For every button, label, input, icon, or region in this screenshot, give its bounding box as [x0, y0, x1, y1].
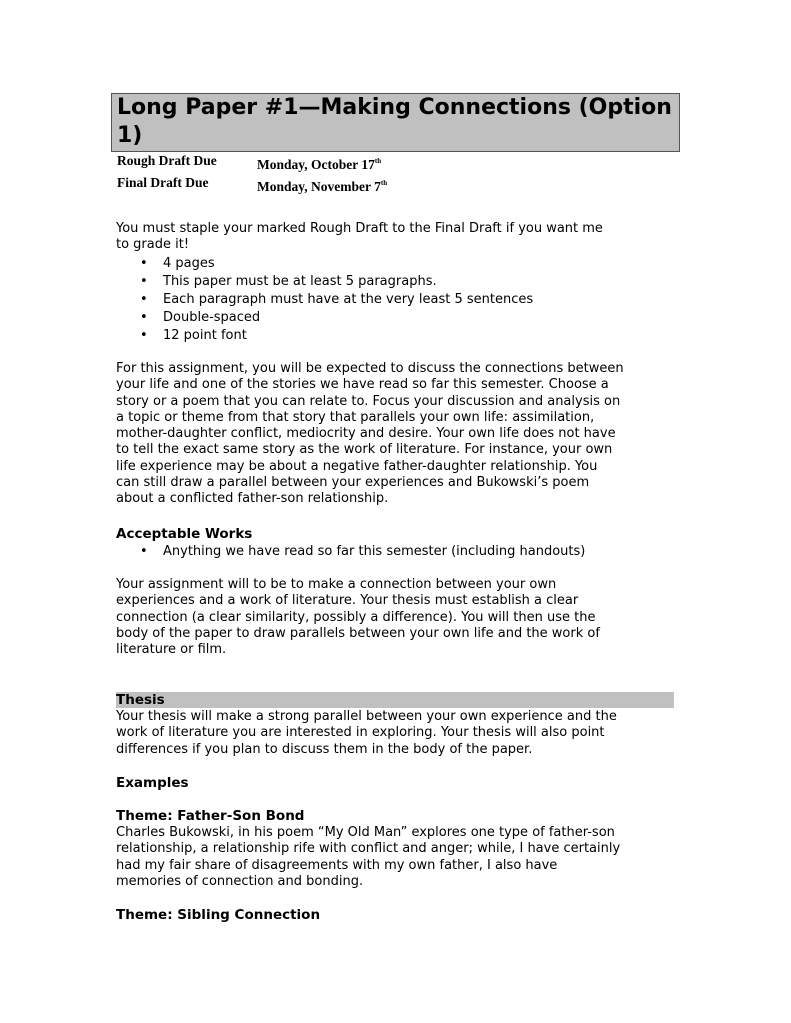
- paragraph-line: life experience may be about a negative father-daughter relationship. You: [116, 458, 598, 474]
- paragraph-line: your life and one of the stories we have read so far this semester. Choose a: [116, 377, 609, 393]
- paragraph-line: story or a poem that you can relate to. Focus your discussion and analysis on: [116, 393, 621, 409]
- theme-father-son-heading: Theme: Father-Son Bond: [116, 808, 305, 824]
- paragraph-line: Charles Bukowski, in his poem “My Old Man” explores one type of father-son: [116, 825, 615, 840]
- paragraph-line: mother-daughter conflict, mediocrity and desire. Your own life does not have: [116, 426, 616, 442]
- paragraph-line: about a conflicted father-son relationship.: [116, 491, 389, 507]
- bullet-icon: •: [140, 274, 148, 289]
- paragraph-line: literature or film.: [116, 642, 227, 658]
- bullet-icon: •: [140, 310, 148, 325]
- final-draft-suffix: th: [380, 179, 388, 187]
- list-item: • Anything we have read so far this semester (including handouts): [140, 544, 586, 559]
- thesis-paragraph: [116, 709, 681, 758]
- list-item: • 12 point font: [140, 328, 247, 343]
- bullet-icon: •: [140, 328, 148, 343]
- paragraph-line: experiences and a work of literature. Your thesis must establish a clear: [116, 593, 579, 609]
- rough-draft-suffix: th: [374, 157, 382, 165]
- final-draft-label: Final Draft Due: [117, 175, 209, 190]
- examples-heading: Examples: [116, 775, 189, 791]
- final-draft-date: Monday, November 7th: [257, 179, 388, 194]
- intro-paragraph: [116, 221, 681, 254]
- paragraph-line: memories of connection and bonding.: [116, 873, 364, 889]
- bullet-icon: •: [140, 544, 148, 559]
- paragraph-line: For this assignment, you will be expected to discuss the connections between: [116, 361, 624, 376]
- acceptable-works-list: [116, 543, 681, 561]
- paragraph-line: work of literature you are interested in exploring. Your thesis will also point: [116, 725, 605, 741]
- acceptable-works-heading: Acceptable Works: [116, 526, 253, 542]
- paragraph-line: to tell the exact same story as the work of literature. For instance, your own: [116, 442, 613, 458]
- paragraph-line: Your assignment will to be to make a connection between your own: [116, 577, 557, 592]
- rough-draft-date: Monday, October 17th: [257, 157, 382, 172]
- paragraph-line: Your thesis will make a strong parallel between your own experience and the: [116, 709, 617, 724]
- list-item: • 4 pages: [140, 256, 215, 271]
- list-item: • This paper must be at least 5 paragraphs.: [140, 274, 437, 289]
- paragraph-line: connection (a clear similarity, possibly a difference). You will then use the: [116, 609, 596, 625]
- title-box: [111, 93, 680, 152]
- paragraph-line: relationship, a relationship rife with conflict and anger; while, I have certainly: [116, 841, 621, 857]
- thesis-heading: Thesis: [116, 692, 165, 708]
- theme-sibling-heading: Theme: Sibling Connection: [116, 907, 321, 923]
- requirements-list: [116, 255, 681, 345]
- list-item: • Each paragraph must have at the very least 5 sentences: [140, 292, 534, 307]
- theme-father-son-paragraph: [116, 825, 681, 890]
- paragraph-line: body of the paper to draw parallels between your own life and the work of: [116, 625, 600, 641]
- page-title: Long Paper #1—Making Connections (Option 1): [117, 95, 672, 148]
- bullet-icon: •: [140, 292, 148, 307]
- connection-paragraph: [116, 577, 681, 658]
- intro-line: to grade it!: [116, 237, 190, 253]
- paragraph-line: had my fair share of disagreements with my own father, I also have: [116, 857, 558, 873]
- assignment-paragraph: [116, 361, 681, 508]
- paragraph-line: can still draw a parallel between your experiences and Bukowski’s poem: [116, 475, 590, 491]
- list-item: • Double-spaced: [140, 310, 261, 325]
- rough-draft-row: [117, 152, 387, 174]
- final-draft-row: [117, 174, 387, 196]
- bullet-icon: •: [140, 256, 148, 271]
- intro-line: You must staple your marked Rough Draft to the Final Draft if you want me: [116, 221, 603, 236]
- paragraph-line: differences if you plan to discuss them in the body of the paper.: [116, 741, 533, 757]
- paragraph-line: a topic or theme from that story that parallels your own life: assimilation,: [116, 409, 595, 425]
- rough-draft-label: Rough Draft Due: [117, 153, 217, 168]
- due-dates: [117, 152, 387, 196]
